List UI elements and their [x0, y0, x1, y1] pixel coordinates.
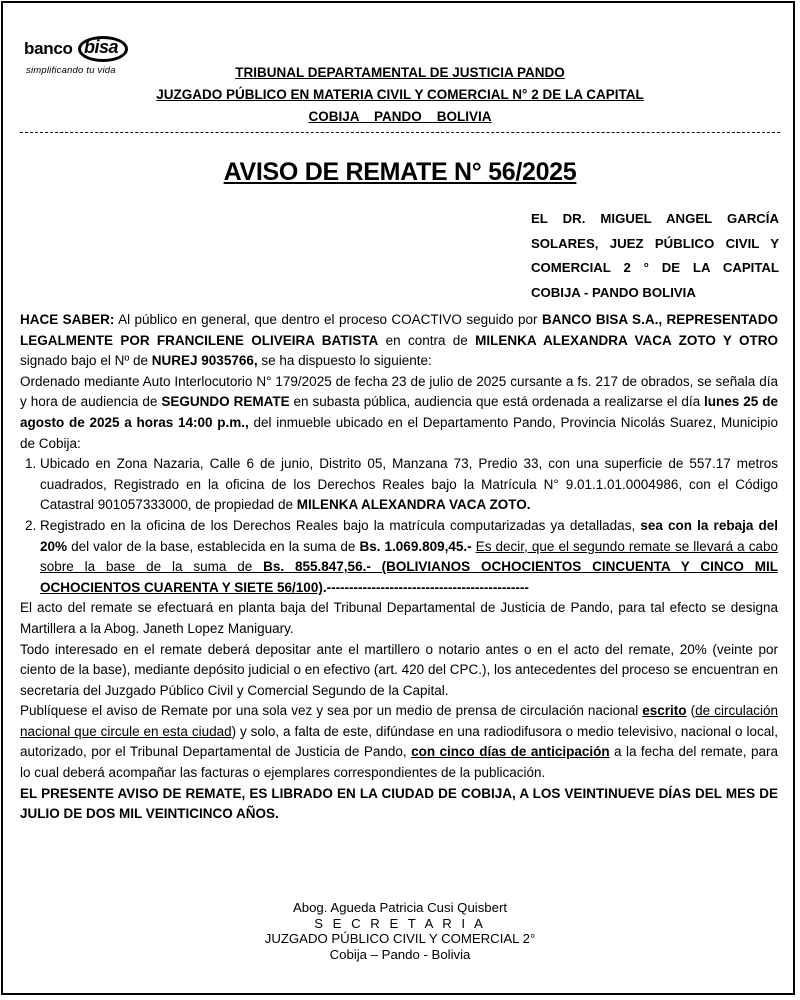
- paragraph-hace-saber: [20, 310, 778, 372]
- text-span: del inmueble ubicado en el Departamento Pando, Provincia Nicolás Suarez, Municipio de Cobija:: [20, 414, 779, 451]
- list-item: [40, 454, 778, 516]
- signer-office: JUZGADO PÚBLICO CIVIL Y COMERCIAL 2°: [264, 931, 536, 946]
- text-span: MILENKA ALEXANDRA VACA ZOTO.: [296, 497, 531, 513]
- dashed-divider: [20, 132, 780, 133]
- notice-body: [20, 310, 778, 825]
- signer-place: Cobija – Pando - Bolivia: [329, 946, 471, 962]
- text-span: escrito: [642, 703, 687, 719]
- text-span: en subasta pública, audiencia que está ordenada a realizarse el día: [289, 394, 705, 410]
- text-span: MILENKA ALEXANDRA VACA ZOTO Y OTRO: [475, 332, 779, 348]
- text-span: Al público en general, que dentro el proceso COACTIVO seguido por: [114, 312, 542, 327]
- judge-block: EL DR. MIGUEL ANGEL GARCÍA SOLARES, JUEZ PÚBLICO CIVIL Y COMERCIAL 2 ° DE LA CAPITAL COBIJA - PANDO BOLIVIA: [531, 211, 779, 300]
- text-span: Bs. 855.847,56.- (BOLIVIANOS OCHOCIENTOS CINCUENTA Y CINCO MIL OCHOCIENTOS CUARENTA Y SIETE 56/100): [40, 559, 779, 595]
- text-span: se ha dispuesto lo siguiente:: [257, 353, 432, 369]
- signature-block: [0, 900, 800, 962]
- text-span: Publíquese el aviso de Remate por una sola vez y sea por un medio de prensa de circulación nacional: [20, 703, 643, 719]
- text-span: lunes 25 de agosto de 2025 a horas 14:00 p.m.,: [20, 394, 778, 430]
- text-span: Ordenado mediante Auto Interlocutorio N° 179/2025 de fecha 23 de julio de 2025 cursante a fs. 217 de obrados, se señala día y hora de audiencia de: [20, 373, 778, 410]
- text-span: NUREJ 9035766,: [151, 353, 258, 369]
- text-span: a la fecha del remate, para lo cual deberá acompañar las facturas o ejemplares correspondientes de la publicación.: [20, 744, 779, 781]
- signer-name: Abog. Agueda Patricia Cusi Quisbert: [292, 900, 508, 915]
- text-span: HACE SABER:: [20, 312, 115, 327]
- property-list: [20, 454, 778, 598]
- court-line-2: JUZGADO PÚBLICO EN MATERIA CIVIL Y COMERCIAL N° 2 DE LA CAPITAL: [156, 87, 644, 102]
- logo-mark: bisa: [84, 37, 119, 57]
- text-span: BANCO BISA S.A., REPRESENTADO LEGALMENTE POR FRANCILENE OLIVEIRA BATISTA: [20, 312, 778, 348]
- text-span: sea con la rebaja del 20%: [40, 517, 778, 554]
- logo-tagline: simplificando tu vida: [26, 65, 116, 76]
- paragraph-acto-remate: El acto del remate se efectuará en planta baja del Tribunal Departamental de Justicia de Pando, para tal efecto se designa Martillera a la Abog. Janeth Lopez Maniguary.: [20, 600, 778, 636]
- court-line-1: TRIBUNAL DEPARTAMENTAL DE JUSTICIA PANDO: [235, 65, 565, 80]
- signer-role: S E C R E T A R I A: [314, 915, 486, 931]
- paragraph-deposito: Todo interesado en el remate deberá depositar ante el martillero o notario antes o en el acto del remate, 20% (veinte por ciento de la base), mediante depósito judicial o en efectivo (art. 420 del CPC.), los antecedentes del proceso se encuentran en secretaria del Juzgado Público Civil y Comercial Segundo de la Capital.: [20, 641, 778, 698]
- text-span: Registrado en la oficina de los Derechos Reales bajo la matrícula computarizadas ya detalladas,: [40, 517, 641, 533]
- paragraph-publiquese: [20, 701, 778, 783]
- text-span: Ubicado en Zona Nazaria, Calle 6 de junio, Distrito 05, Manzana 73, Predio 33, con una superficie de 557.17 metros cuadrados, Registrado en la oficina de los Derechos Reales bajo la Matrícula N° 9.01.1.01.0004986, con el Código Catastral 901057333000, de propiedad de: [40, 456, 778, 513]
- text-span: Es decir, que el segundo remate se llevará a cabo sobre la base de la suma de: [40, 538, 778, 575]
- text-span: SEGUNDO REMATE: [161, 394, 290, 410]
- paragraph-closing: EL PRESENTE AVISO DE REMATE, ES LIBRADO EN LA CIUDAD DE COBIJA, A LOS VEINTINUEVE DÍAS DEL MES DE JULIO DE DOS MIL VEINTICINCO AÑOS.: [20, 785, 778, 822]
- court-line-3: COBIJA PANDO BOLIVIA: [308, 109, 492, 124]
- text-span: .---------------------------------------------: [322, 579, 529, 595]
- logo-word: banco: [24, 39, 73, 58]
- text-span: (: [686, 703, 696, 719]
- text-span: Bs. 1.069.809,45.-: [359, 538, 472, 554]
- logo-oval-mark: [78, 36, 128, 62]
- text-span: del valor de la base, establecida en la suma de: [67, 538, 360, 554]
- notice-title: AVISO DE REMATE N° 56/2025: [223, 158, 577, 186]
- text-span: de circulación nacional que circule en esta ciudad: [20, 703, 779, 739]
- text-span: ) y solo, a falta de este, difúndase en una radiodifusora o medio televisivo, nacional o local, autorizado, por el Tribunal Departamental de Justicia de Pando,: [20, 723, 778, 760]
- text-span: signado bajo el Nº de: [20, 353, 152, 369]
- text-span: con cinco días de anticipación: [411, 744, 610, 760]
- paragraph-ordenado: [20, 372, 778, 454]
- list-item: [40, 516, 778, 598]
- text-span: en contra de: [378, 332, 476, 348]
